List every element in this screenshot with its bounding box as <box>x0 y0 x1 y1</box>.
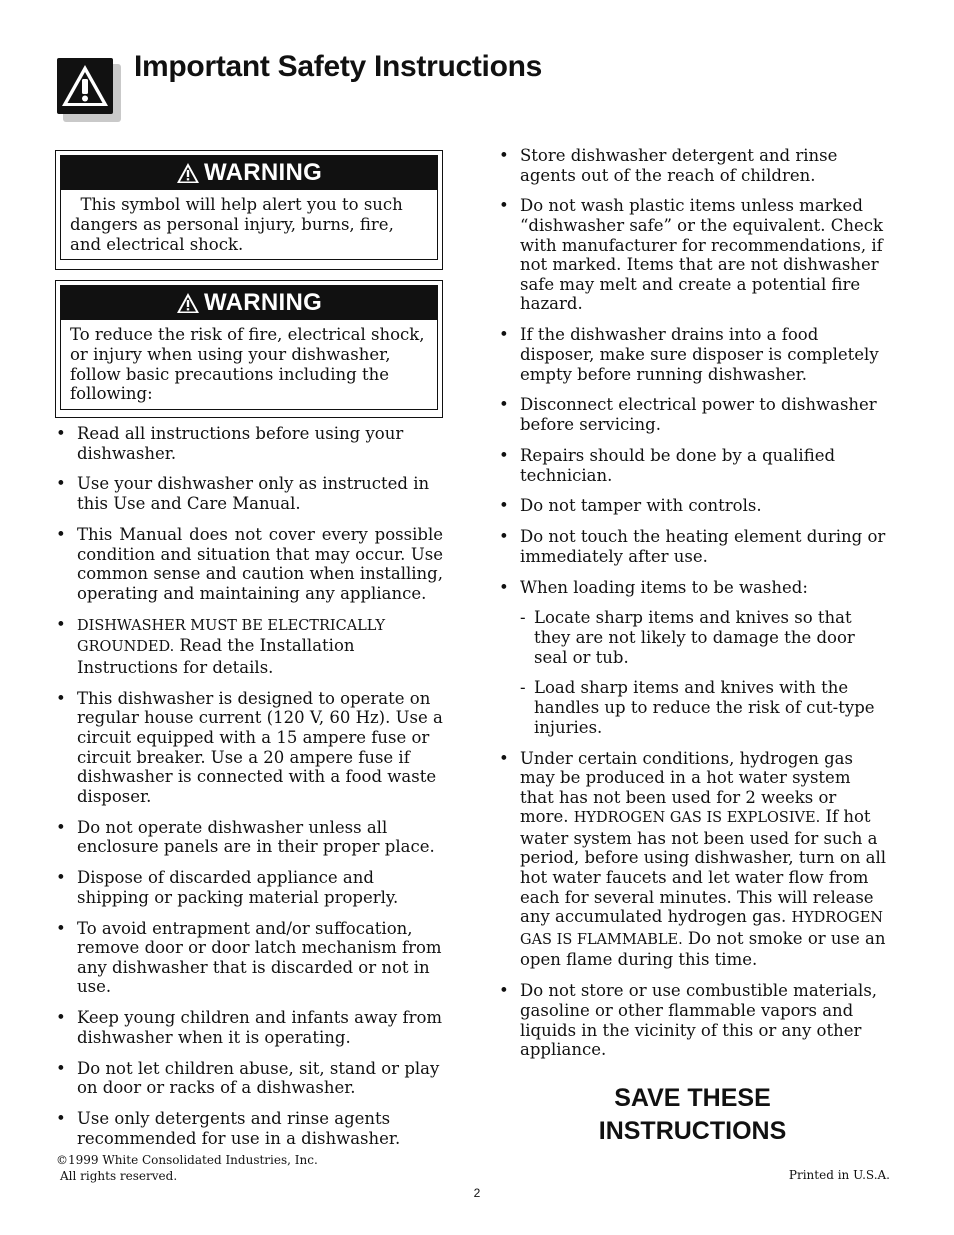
list-item: • Do not wash plastic items unless marked “dishwasher safe” or the equivalent. Check with manufacturer for recommendations, if not marked. Items that are not dishwasher safe may melt and create a potential fire hazard. <box>499 196 883 314</box>
list-item: • This Manual does not cover every possible condition and situation that may occur. Use common sense and caution when installing, operating and maintaining any appliance. <box>56 524 443 603</box>
list-item: • DISHWASHER MUST BE ELECTRICALLY GROUNDED. Read the Installation Instructions for details. <box>56 614 386 677</box>
list-item: • Dispose of discarded appliance and shipping or packing material properly. <box>56 868 399 907</box>
save-instructions-heading: SAVE THESE INSTRUCTIONS <box>598 1084 787 1145</box>
list-item: • Use only detergents and rinse agents recommended for use in a dishwasher. <box>56 1109 401 1148</box>
warning-label: WARNING <box>203 159 323 186</box>
warning-label: WARNING <box>203 289 323 316</box>
list-item: • Use your dishwasher only as instructed in this Use and Care Manual. <box>56 474 430 514</box>
sub-list-item: - Load sharp items and knives with the handles up to reduce the risk of cut-type injuries. <box>520 678 875 737</box>
list-item: • Keep young children and infants away from dishwasher when it is operating. <box>56 1008 443 1047</box>
warning-box-precautions <box>55 280 443 418</box>
page-title: Important Safety Instructions <box>134 50 543 83</box>
list-item: • Read all instructions before using your dishwasher. <box>56 424 404 463</box>
warning-box-symbol <box>55 150 443 270</box>
list-item: • This dishwasher is designed to operate on regular house current (120 V, 60 Hz). Use a circuit equipped with a 15 ampere fuse or circuit breaker. Use a 20 ampere fuse if dishwasher is connected with a food waste disposer. <box>56 688 443 806</box>
warning-band <box>61 156 437 190</box>
printed-in-notice: Printed in U.S.A. <box>788 1168 890 1182</box>
warning-text: To reduce the risk of fire, electrical shock, or injury when using your dishwasher, follow basic precautions including the following: <box>70 325 425 404</box>
list-item: • Do not tamper with controls. <box>499 496 762 516</box>
warning-triangle-icon <box>57 58 117 118</box>
list-item: • To avoid entrapment and/or suffocation, remove door or door latch mechanism from any dishwasher that is discarded or not in use. <box>56 918 442 997</box>
safety-list-left <box>56 424 443 1160</box>
list-item: • Do not operate dishwasher unless all enclosure panels are in their proper place. <box>56 817 435 857</box>
copyright-notice: ©1999 White Consolidated Industries, Inc. All rights reserved. <box>56 1153 318 1183</box>
list-item: • If the dishwasher drains into a food disposer, make sure disposer is completely empty before running dishwasher. <box>499 325 879 384</box>
warning-triangle-icon <box>176 292 200 314</box>
warning-triangle-icon <box>176 162 200 184</box>
list-item: • When loading items to be washed: - Locate sharp items and knives so that they are not likely to damage the door seal or tub. - Load sharp items and knives with the handles up to reduce the risk of cut-type injuries. <box>499 578 887 737</box>
list-item: • Do not store or use combustible materials, gasoline or other flammable vapors and liquids in the vicinity of this or any other appliance. <box>499 981 878 1060</box>
safety-list-right <box>499 146 887 1071</box>
list-item-hydrogen: • Under certain conditions, hydrogen gas may be produced in a hot water system that has not been used for 2 weeks or more. HYDROGEN GAS IS EXPLOSIVE. If hot water system has not been used for such a period, before using dishwasher, turn on all hot water faucets and let water flow from each for several minutes. This will release any accumulated hydrogen gas. HYDROGEN GAS IS FLAMMABLE. Do not smoke or use an open flame during this time. <box>499 748 887 970</box>
list-item: • Disconnect electrical power to dishwasher before servicing. <box>499 395 877 435</box>
list-item: • Store dishwasher detergent and rinse agents out of the reach of children. <box>499 146 838 185</box>
warning-text: This symbol will help alert you to such dangers as personal injury, burns, fire, and electrical shock. <box>70 195 403 254</box>
sub-list-item: - Locate sharp items and knives so that they are not likely to damage the door seal or tub. <box>520 608 855 667</box>
list-item: • Repairs should be done by a qualified technician. <box>499 445 836 485</box>
list-item: • Do not let children abuse, sit, stand or play on door or racks of a dishwasher. <box>56 1058 440 1098</box>
warning-band <box>61 286 437 320</box>
page-number: 2 <box>473 1186 481 1200</box>
list-item: • Do not touch the heating element during or immediately after use. <box>499 527 886 566</box>
loading-sublist <box>520 608 887 737</box>
